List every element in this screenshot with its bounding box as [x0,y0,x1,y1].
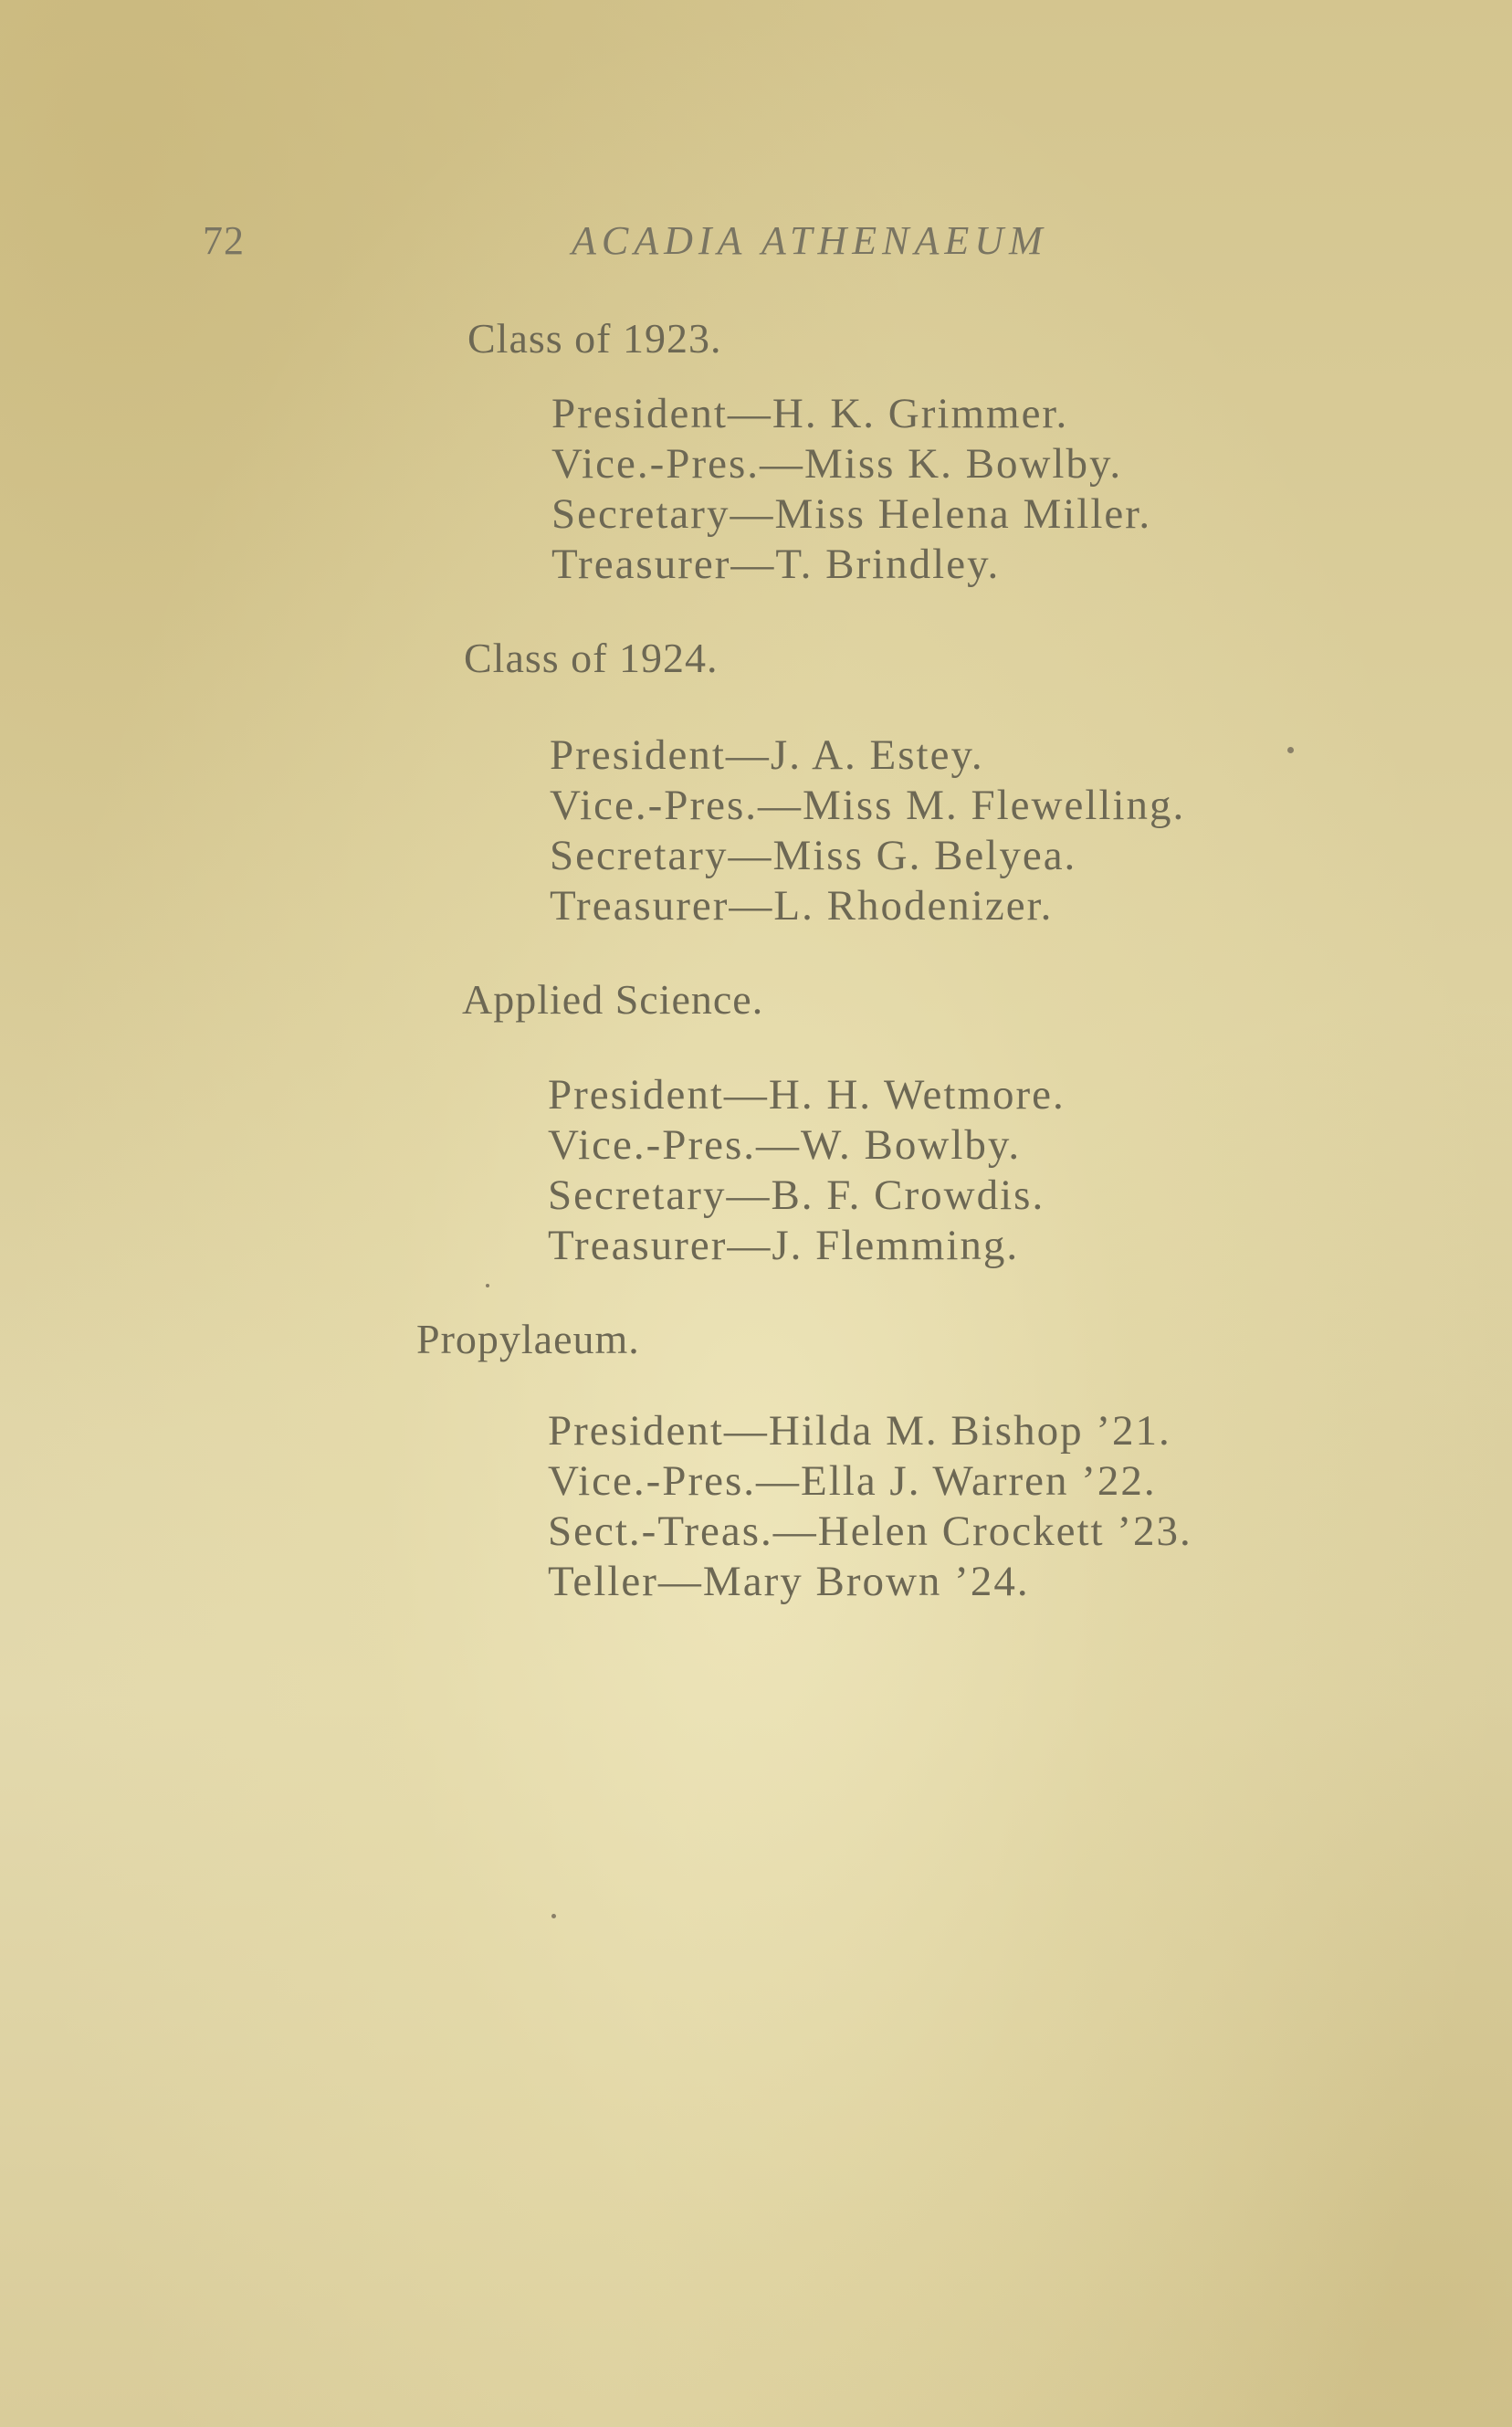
officer-line: Secretary—Miss Helena Miller. [551,490,1152,538]
officer-line: Vice.-Pres.—Miss K. Bowlby. [551,440,1123,488]
page-number: 72 [203,218,245,263]
officer-line: Sect.-Treas.—Helen Crockett ’23. [548,1508,1192,1555]
officer-line: Vice.-Pres.—Ella J. Warren ’22. [548,1457,1157,1505]
officer-line: President—H. H. Wetmore. [548,1071,1066,1119]
officer-line: Teller—Mary Brown ’24. [548,1558,1030,1605]
journal-title: ACADIA ATHENAEUM [572,218,1048,263]
paper-speck [486,1284,489,1287]
officer-list-applied-science [548,1070,1066,1271]
officer-line: Treasurer—L. Rhodenizer. [550,882,1054,930]
officer-line: Secretary—B. F. Crowdis. [548,1171,1045,1219]
paper-speck [1287,747,1294,753]
running-head [0,217,1512,272]
officer-line: Vice.-Pres.—W. Bowlby. [548,1121,1022,1169]
officer-list-class-1923 [551,389,1151,590]
section-heading-propylaeum: Propylaeum. [416,1316,640,1362]
officer-list-class-1924 [550,730,1185,931]
officer-line: Secretary—Miss G. Belyea. [550,832,1077,879]
officer-line: President—Hilda M. Bishop ’21. [548,1407,1171,1455]
officer-line: Treasurer—T. Brindley. [551,541,1001,588]
officer-line: President—J. A. Estey. [550,731,984,779]
officer-line: Treasurer—J. Flemming. [548,1222,1020,1269]
officer-line: President—H. K. Grimmer. [551,390,1069,437]
paper-speck [551,1914,556,1918]
section-heading-applied-science: Applied Science. [462,976,764,1023]
officer-line: Vice.-Pres.—Miss M. Flewelling. [550,782,1186,829]
officer-list-propylaeum [548,1406,1192,1607]
section-heading-class-1923: Class of 1923. [467,315,722,362]
section-heading-class-1924: Class of 1924. [464,635,719,681]
